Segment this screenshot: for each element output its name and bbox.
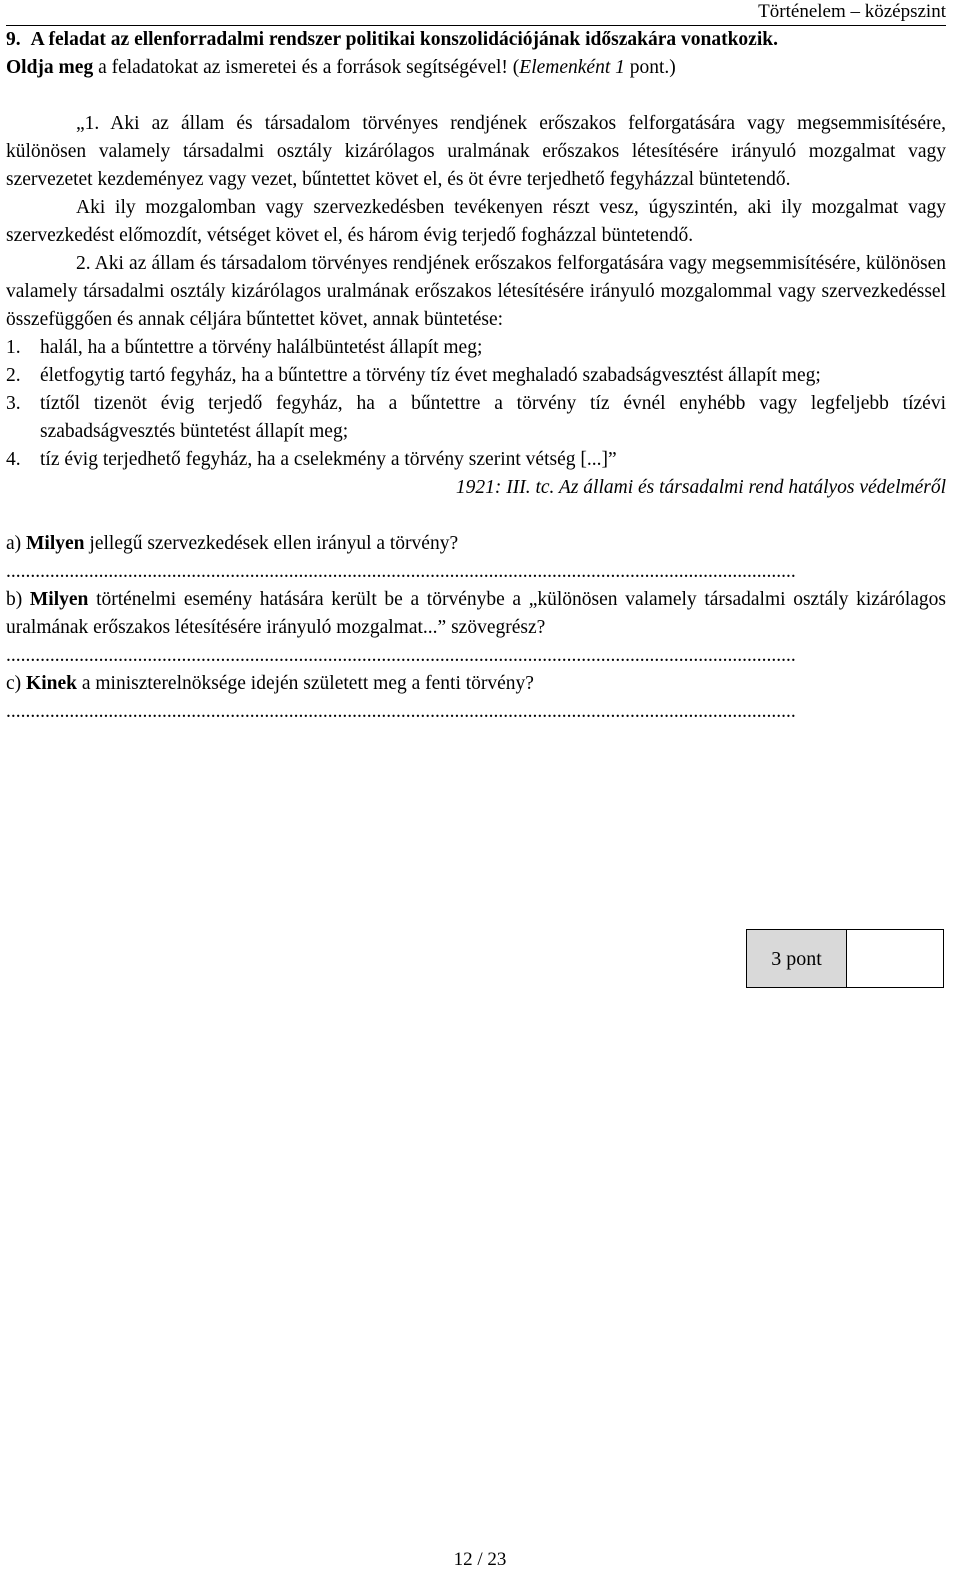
list-item-text: életfogytig tartó fegyház, ha a bűntettre a törvény tíz évet meghaladó szabadságvesztést állapít meg; (40, 365, 821, 386)
instruction-end: pont.) (624, 57, 676, 78)
score-entry-cell[interactable] (847, 930, 943, 987)
list-item (6, 446, 946, 474)
list-item-number: 4. (6, 449, 21, 470)
answer-line-b[interactable]: .................................................................................................................................................................. (6, 645, 796, 666)
question-keyword: Kinek (26, 673, 77, 694)
question-text: történelmi esemény hatására került be a törvénybe a „különösen valamely társadalmi osztály kizárólagos uralmának erőszakos létesítésére irányuló mozgalmat...” szövegrész? (6, 589, 946, 638)
question-keyword: Milyen (29, 589, 89, 610)
source-list (6, 334, 946, 474)
source-paragraph-2: Aki ily mozgalomban vagy szervezkedésben tevékenyen részt vesz, úgyszintén, aki ily mozgalmat vagy szervezkedést előmozdít, vétséget követ el, és három évig terjedő fogházzal büntetendő. (6, 197, 946, 246)
question-a (6, 530, 946, 558)
list-item (6, 390, 946, 446)
exam-page (6, 0, 946, 726)
instruction-bold: Oldja meg (6, 57, 94, 78)
task-title-text: A feladat az ellenforradalmi rendszer politikai konszolidációjának időszakára vonatkozik. (30, 29, 778, 50)
list-item-text: tíz évig terjedhető fegyház, ha a cselekmény a törvény szerint vétség [...]” (40, 449, 617, 470)
question-text: a miniszterelnöksége idején született meg a fenti törvény? (76, 673, 534, 694)
instruction-text: a feladatokat az ismeretei és a források segítségével! ( (93, 57, 520, 78)
page-number: 12 / 23 (453, 1549, 507, 1570)
list-item-number: 1. (6, 337, 21, 358)
task-title (6, 26, 946, 54)
task-number: 9. (6, 29, 21, 50)
answer-line-c[interactable]: .................................................................................................................................................................. (6, 701, 796, 722)
question-keyword: Milyen (26, 533, 85, 554)
question-prefix: c) (6, 673, 27, 694)
question-prefix: a) (6, 533, 27, 554)
source-paragraph-1: „1. Aki az állam és társadalom törvényes rendjének erőszakos felforgatására vagy megsemmisítésére, különösen valamely társadalmi osztály kizárólagos uralmának erőszakos létesítésére irányuló mozgalmat vagy szervezetet kezdeményez vagy vezet, bűntettet követ el, és öt évre terjedhető fegyházzal büntetendő. (6, 113, 946, 190)
score-box (746, 929, 944, 988)
instruction-italic: Elemenként 1 (519, 57, 625, 78)
page-header: Történelem – középszint (6, 0, 946, 26)
score-label: 3 pont (747, 930, 847, 987)
answer-line-a[interactable]: .................................................................................................................................................................. (6, 561, 796, 582)
task-instruction (6, 54, 946, 82)
list-item-number: 2. (6, 365, 21, 386)
list-item (6, 362, 946, 390)
source-paragraph-3: 2. Aki az állam és társadalom törvényes rendjének erőszakos felforgatására vagy megsemmisítésére, különösen valamely társadalmi osztály kizárólagos uralmának erőszakos létesítésére irányuló mozgalommal vagy szervezkedéssel összefüggően és annak céljára bűntettet követ, annak büntetése: (6, 253, 946, 330)
question-text: jellegű szervezkedések ellen irányul a törvény? (84, 533, 459, 554)
source-citation: 1921: III. tc. Az állami és társadalmi rend hatályos védelméről (455, 477, 946, 498)
question-c (6, 670, 946, 698)
list-item-text: halál, ha a bűntettre a törvény halálbüntetést állapít meg; (40, 337, 483, 358)
list-item (6, 334, 946, 362)
question-prefix: b) (6, 589, 30, 610)
list-item-text: tíztől tizenöt évig terjedő fegyház, ha a bűntettre a törvény tíz évnél enyhébb vagy legfeljebb tízévi szabadságvesztés büntetést állapít meg; (40, 393, 946, 442)
list-item-number: 3. (6, 393, 21, 414)
question-b (6, 586, 946, 642)
